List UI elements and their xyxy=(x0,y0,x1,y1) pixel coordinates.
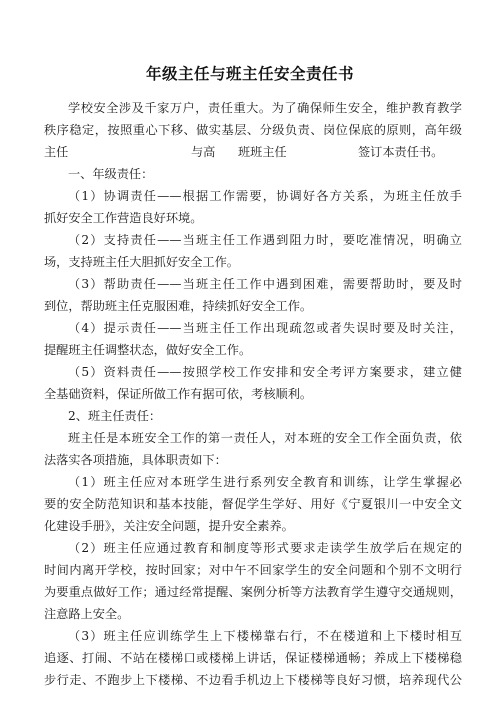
paragraph-line: （4）提示责任——当班主任工作出现疏忽或者失误时要及时关注， xyxy=(68,321,462,335)
paragraph-line: 为要重点做好工作；通过经常提醒、案例分析等方法教育学生遵守交通规则， xyxy=(44,585,462,599)
paragraph-line: （5）资料责任——按照学校工作安排和安全考评方案要求，建立健 xyxy=(68,365,462,379)
paragraph-line: （3）班主任应训练学生上下楼梯靠右行，不在楼道和上下楼时相互 xyxy=(68,629,462,643)
paragraph-line: 注意路上安全。 xyxy=(44,607,130,621)
paragraph-line: 时间内离开学校，按时回家；对中午不回家学生的安全问题和个别不文明行 xyxy=(44,563,462,577)
paragraph-line: 场，支持班主任大胆抓好安全工作。 xyxy=(44,255,239,269)
paragraph-line: 追逐、打闹、不站在楼梯口或楼梯上讲话，保证楼梯通畅；养成上下楼梯稳 xyxy=(44,651,462,665)
signature-part: 与高 xyxy=(191,145,216,159)
paragraph-line: 班主任是本班安全工作的第一责任人，对本班的安全工作全面负责，依 xyxy=(68,431,462,445)
paragraph-line: 学校安全涉及千家万户，责任重大。为了确保师生安全，维护教育教学 xyxy=(68,101,462,115)
paragraph-line: 步行走、不跑步上下楼梯、不边看手机边上下楼梯等良好习惯，培养现代公 xyxy=(44,673,462,687)
paragraph-line: 提醒班主任调整状态，做好安全工作。 xyxy=(44,343,252,357)
paragraph-line: 抓好安全工作营造良好环境。 xyxy=(44,211,203,225)
section-heading: 2、班主任责任： xyxy=(68,409,162,423)
paragraph-line: （1）班主任应对本班学生进行系列安全教育和训练，让学生掌握必 xyxy=(68,475,462,489)
signature-part: 签订本责任书。 xyxy=(358,145,444,159)
document-title: 年级主任与班主任安全责任书 xyxy=(145,65,354,83)
paragraph-line: （3）帮助责任——当班主任工作中遇到困难，需要帮助时，要及时 xyxy=(68,277,462,291)
paragraph-line: （2）支持责任——当班主任工作遇到阻力时，要吃准情况，明确立 xyxy=(68,233,462,247)
paragraph-line: 要的安全防范知识和基本技能，督促学生学好、用好《宁夏银川一中安全文 xyxy=(44,497,462,511)
paragraph-line: 化建设手册》，关注安全问题，提升安全素养。 xyxy=(44,519,294,533)
paragraph-line: 秩序稳定，按照重心下移、做实基层、分级负责、岗位保底的原则，高年级 xyxy=(44,123,462,137)
section-heading: 一、年级责任： xyxy=(68,167,154,181)
paragraph-line: 到位，帮助班主任克服困难，持续抓好安全工作。 xyxy=(44,299,313,313)
paragraph-line: （2）班主任应通过教育和制度等形式要求走读学生放学后在规定的 xyxy=(68,541,462,555)
paragraph-line: （1）协调责任——根据工作需要，协调好各方关系，为班主任放手 xyxy=(68,189,462,203)
signature-part: 班班主任 xyxy=(238,145,287,159)
signature-line xyxy=(44,142,462,162)
signature-part: 主任 xyxy=(44,145,69,159)
paragraph-line: 法落实各项措施，具体职责如下： xyxy=(44,453,227,467)
paragraph-line: 全基础资料，保证所做工作有据可依，考核顺利。 xyxy=(44,387,313,401)
